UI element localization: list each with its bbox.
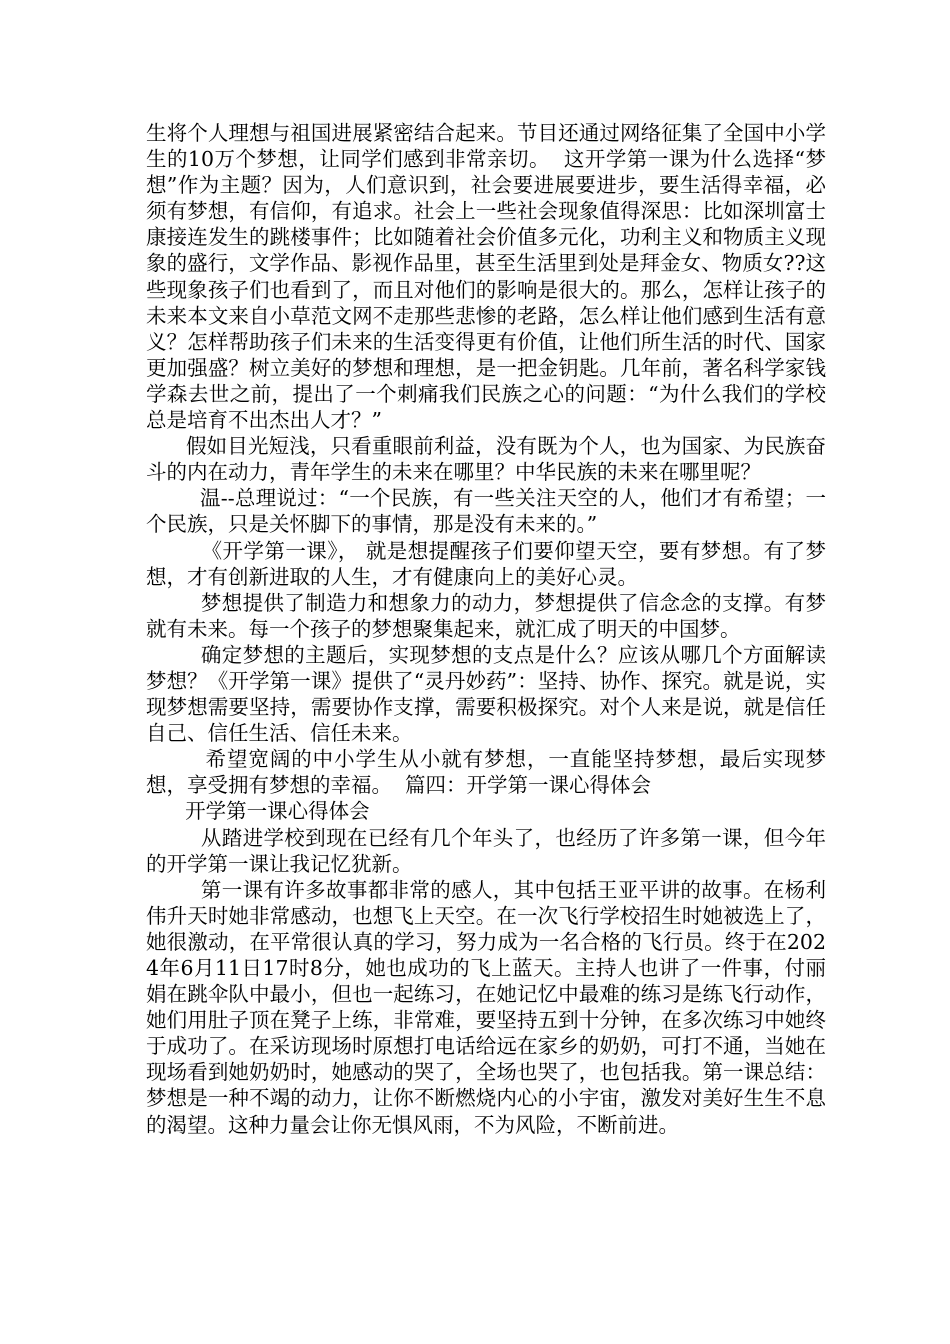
paragraph-7: 希望宽阔的中小学生从小就有梦想，一直能坚持梦想，最后实现梦想，享受拥有梦想的幸福。 篇四：开学第一课心得体会 bbox=[146, 747, 826, 798]
document-page bbox=[146, 120, 826, 1138]
paragraph-3: 温--总理说过：“一个民族，有一些关注天空的人，他们才有希望；一个民族，只是关怀脚下的事情，那是没有未来的。” bbox=[146, 486, 826, 537]
paragraph-4: 《开学第一课》， 就是想提醒孩子们要仰望天空，要有梦想。有了梦想，才有创新进取的人生，才有健康向上的美好心灵。 bbox=[146, 538, 826, 589]
paragraph-6: 确定梦想的主题后，实现梦想的支点是什么？应该从哪几个方面解读梦想？《开学第一课》提供了“灵丹妙药”：坚持、协作、探究。就是说，实现梦想需要坚持，需要协作支撑，需要积极探究。对个人来是说，就是信任自己、信任生活、信任未来。 bbox=[146, 642, 826, 746]
paragraph-2: 假如目光短浅，只看重眼前利益，没有既为个人，也为国家、为民族奋斗的内在动力，青年学生的未来在哪里？中华民族的未来在哪里呢？ bbox=[146, 434, 826, 485]
section-heading: 开学第一课心得体会 bbox=[146, 799, 370, 824]
paragraph-10: 第一课有许多故事都非常的感人，其中包括王亚平讲的故事。在杨利伟升天时她非常感动，也想飞上天空。在一次飞行学校招生时她被选上了，她很激动，在平常很认真的学习，努力成为一名合格的飞行员。终于在2024年6月11日17时8分，她也成功的飞上蓝天。主持人也讲了一件事，付丽娟在跳伞队中最小，但也一起练习，在她记忆中最难的练习是练飞行动作，她们用肚子顶在凳子上练，非常难，要坚持五到十分钟，在多次练习中她终于成功了。在采访现场时原想打电话给远在家乡的奶奶，可打不通，当她在现场看到她奶奶时，她感动的哭了，全场也哭了，也包括我。第一课总结：梦想是一种不竭的动力，让你不断燃烧内心的小宇宙，激发对美好生生不息的渴望。这种力量会让你无惧风雨，不为风险，不断前进。 bbox=[146, 877, 826, 1137]
paragraph-9: 从踏进学校到现在已经有几个年头了，也经历了许多第一课，但今年的开学第一课让我记忆犹新。 bbox=[146, 825, 826, 876]
paragraph-1: 生将个人理想与祖国进展紧密结合起来。节目还通过网络征集了全国中小学生的10万个梦想，让同学们感到非常亲切。 这开学第一课为什么选择“梦想”作为主题？因为，人们意识到，社会要进展要进步，要生活得幸福，必须有梦想，有信仰，有追求。社会上一些社会现象值得深思：比如深圳富士康接连发生的跳楼事件；比如随着社会价值多元化，功利主义和物质主义现象的盛行，文学作品、影视作品里，甚至生活里到处是拜金女、物质女??这些现象孩子们也看到了，而且对他们的影响是很大的。那么，怎样让孩子的未来本文来自小草范文网不走那些悲惨的老路，怎么样让他们感到生活有意义？怎样帮助孩子们未来的生活变得更有价值，让他们所生活的时代、国家更加强盛？树立美好的梦想和理想，是一把金钥匙。几年前，著名科学家钱学森去世之前，提出了一个刺痛我们民族之心的问题：“为什么我们的学校总是培育不出杰出人才？” bbox=[146, 121, 826, 433]
paragraph-5: 梦想提供了制造力和想象力的动力，梦想提供了信念念的支撑。有梦就有未来。每一个孩子的梦想聚集起来，就汇成了明天的中国梦。 bbox=[146, 590, 826, 641]
